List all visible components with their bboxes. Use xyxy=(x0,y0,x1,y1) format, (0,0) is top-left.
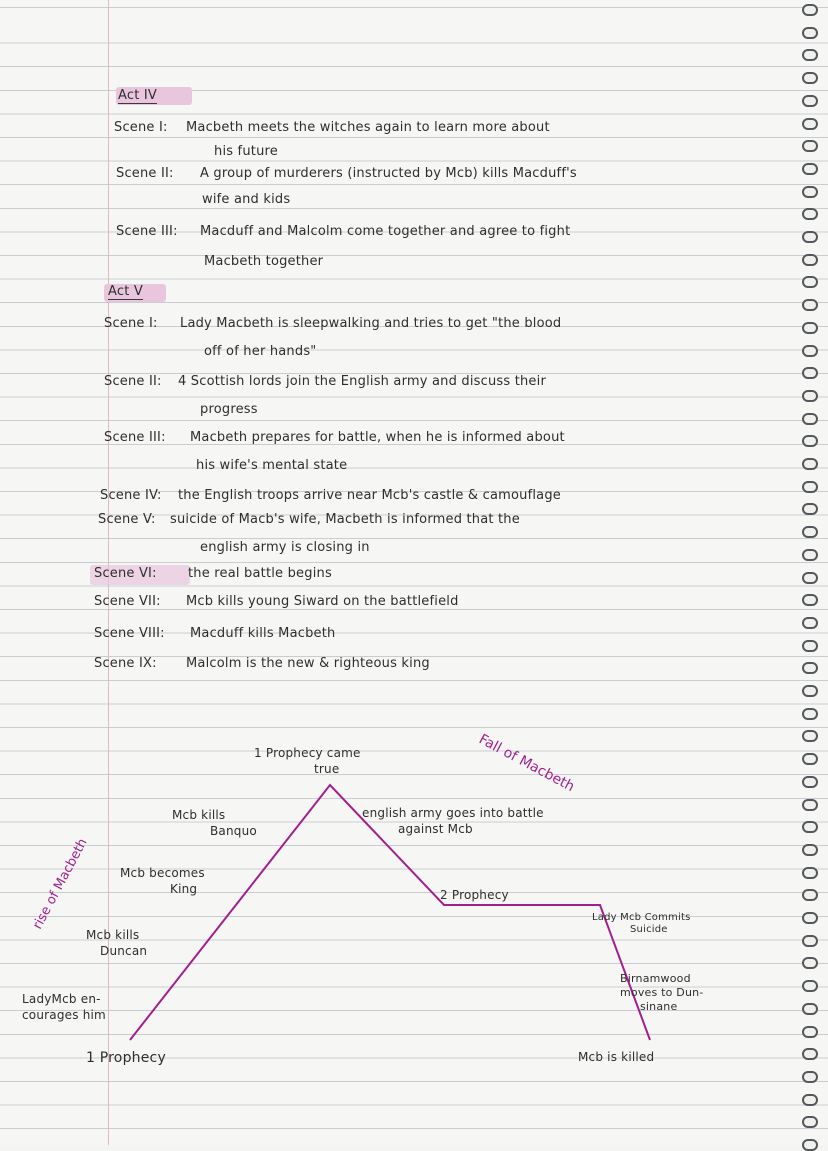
event-lady-suicide: Lady Mcb Commits xyxy=(592,912,691,923)
act5-scene6-label: Scene VI: xyxy=(94,566,157,581)
act5-scene5-cont: english army is closing in xyxy=(200,540,370,555)
event-kills-banquo-2: Banquo xyxy=(210,824,257,838)
fall-label: Fall of Macbeth xyxy=(476,731,578,796)
event-mcb-killed: Mcb is killed xyxy=(578,1050,655,1064)
act5-scene2-cont: progress xyxy=(200,402,258,417)
act5-scene1-label: Scene I: xyxy=(104,316,158,331)
event-kills-duncan: Mcb kills xyxy=(86,928,140,942)
event-english-army: english army goes into battle xyxy=(362,806,544,820)
event-birnam-2: moves to Dun- xyxy=(620,986,704,999)
act4-scene3-label: Scene III: xyxy=(116,224,178,239)
event-birnam: Birnamwood xyxy=(620,972,691,985)
event-lady-encourages-2: courages him xyxy=(22,1008,106,1022)
act5-scene8-text: Macduff kills Macbeth xyxy=(190,626,336,641)
act5-scene4-text: the English troops arrive near Mcb's castle & camouflage xyxy=(178,488,561,503)
event-becomes-king-2: King xyxy=(170,882,198,896)
event-prophecy2: 2 Prophecy xyxy=(440,888,509,902)
event-kills-banquo: Mcb kills xyxy=(172,808,226,822)
act5-scene2-text: 4 Scottish lords join the English army and discuss their xyxy=(178,374,546,389)
event-kills-duncan-2: Duncan xyxy=(100,944,148,958)
act4-scene1-cont: his future xyxy=(214,144,278,159)
act5-scene9-text: Malcolm is the new & righteous king xyxy=(186,656,430,671)
act4-scene3-text: Macduff and Malcolm come together and agree to fight xyxy=(200,224,571,239)
event-lady-suicide-2: Suicide xyxy=(630,924,668,935)
rise-label: rise of Macbeth xyxy=(30,836,91,932)
event-birnam-3: sinane xyxy=(640,1000,678,1013)
act5-scene1-text: Lady Macbeth is sleepwalking and tries to get "the blood xyxy=(180,316,562,331)
act5-scene9-label: Scene IX: xyxy=(94,656,157,671)
act5-heading: Act V xyxy=(108,284,143,299)
act4-scene3-cont: Macbeth together xyxy=(204,254,324,269)
act5-scene7-text: Mcb kills young Siward on the battlefield xyxy=(186,594,459,609)
event-prophecy-true: 1 Prophecy came xyxy=(254,746,361,760)
act5-scene1-cont: off of her hands" xyxy=(204,344,317,359)
act4-scene2-cont: wife and kids xyxy=(202,192,291,207)
act4-scene1-text: Macbeth meets the witches again to learn more about xyxy=(186,120,550,135)
act5-scene8-label: Scene VIII: xyxy=(94,626,165,641)
plot-line xyxy=(130,785,650,1040)
act5-scene5-text: suicide of Macb's wife, Macbeth is informed that the xyxy=(170,512,520,527)
act5-scene3-text: Macbeth prepares for battle, when he is informed about xyxy=(190,430,565,445)
act4-scene2-label: Scene II: xyxy=(116,166,174,181)
event-becomes-king: Mcb becomes xyxy=(120,866,205,880)
act4-scene1-label: Scene I: xyxy=(114,120,168,135)
act5-scene7-label: Scene VII: xyxy=(94,594,161,609)
event-lady-encourages: LadyMcb en- xyxy=(22,992,101,1006)
act5-scene3-cont: his wife's mental state xyxy=(196,458,348,473)
act5-scene5-label: Scene V: xyxy=(98,512,156,527)
act5-scene2-label: Scene II: xyxy=(104,374,162,389)
act5-scene6-text: the real battle begins xyxy=(188,566,332,581)
act5-scene4-label: Scene IV: xyxy=(100,488,162,503)
event-prophecy-true-2: true xyxy=(314,762,340,776)
event-english-army-2: against Mcb xyxy=(398,822,473,836)
act4-heading: Act IV xyxy=(118,88,157,103)
act5-scene3-label: Scene III: xyxy=(104,430,166,445)
act4-scene2-text: A group of murderers (instructed by Mcb) kills Macduff's xyxy=(200,166,577,181)
event-prophecy1: 1 Prophecy xyxy=(86,1050,166,1066)
